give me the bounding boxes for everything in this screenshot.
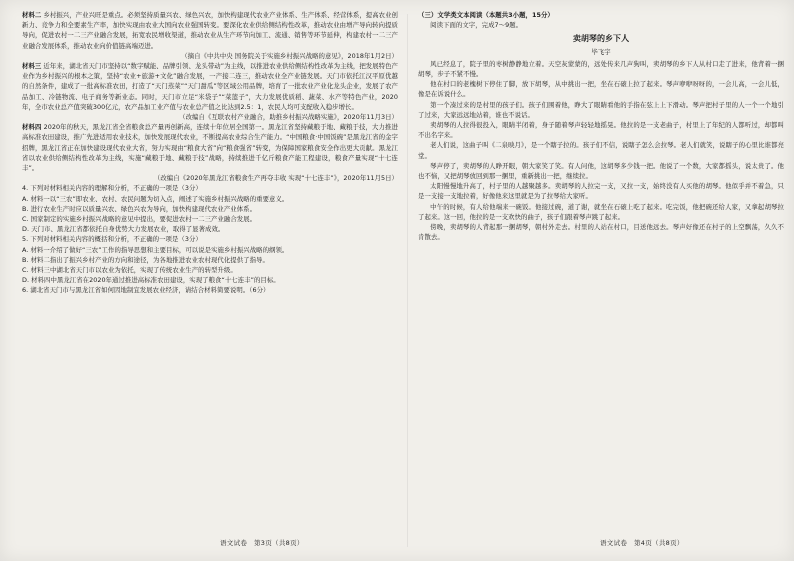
story-paragraph: 傍晚，卖胡琴的人背起那一捆胡琴，朝村外走去。村里的人站在村口，目送他远去。琴声好像还在村子的上空飘荡，久久不肯散去。 <box>418 223 784 242</box>
story-paragraph: 中午的时候，有人给他端来一碗饭。他接过碗，道了谢，就坐在石磙上吃了起来。吃完饭，他把碗还给人家，又拿起胡琴拉了起来。这一回，他拉的是一支欢快的曲子，孩子们跟着琴声跳了起来。 <box>418 202 784 221</box>
left-page <box>22 10 398 549</box>
question-4 <box>22 183 398 234</box>
material-2: 材料二 乡村振兴，产业兴旺是重点。必须坚持质量兴农、绿色兴农，加快构建现代农业产业体系、生产体系、经营体系，提高农业创新力、竞争力和全要素生产率，加快实现由农业大国向农业强国转变。要深化农业供给侧结构性改革，推动农业由增产导向转向提质导向，促进农村一二三产业融合发展，拓宽农民增收渠道，推动农业从生产环节向加工、流通、销售等环节延伸，构建农村一二三产业融合发展体系，推动农业向价值链高端迈进。 <box>22 11 398 50</box>
option-c: C. 国家制定的实施乡村振兴战略的意见中提出，要促进农村一二三产业融合发展。 <box>22 215 257 224</box>
right-page <box>418 10 784 549</box>
story-paragraph: 卖胡琴的人拉得很投入，眼睛半闭着，身子随着琴声轻轻地摇晃。他拉的是一支老曲子，村里上了年纪的人都听过，却都叫不出名字来。 <box>418 121 784 140</box>
page-footer-left: 语文试卷 第3页（共8页） <box>220 539 304 547</box>
option-b: B. 材料二指出了振兴乡村产业的方向和途径，为各地推进农业农村现代化提供了指导。 <box>22 255 269 264</box>
question-stem: 4. 下列对材料相关内容的理解和分析，不正确的一项是（3分） <box>22 184 202 193</box>
story-paragraph: 风已经息了，院子里的枣树静静地立着。天空灰蒙蒙的，远处传来几声狗叫，卖胡琴的乡下人从村口走了进来，他背着一捆胡琴，步子不紧不慢。 <box>418 59 784 79</box>
story-paragraph: 老人们说，这曲子叫《二泉映月》，是一个瞎子拉的。孩子们不信，说瞎子怎么会拉琴。老人们就笑，说瞎子的心里比谁都亮堂。 <box>418 141 784 160</box>
option-b: B. 进行农业生产时应以质量兴农、绿色兴农为导向，加快构建现代农业产业体系。 <box>22 204 257 213</box>
option-a: A. 材料一以“三农”即农业、农村、农民问题为切入点，阐述了实施乡村振兴战略的重要意义。 <box>22 194 289 203</box>
question-6 <box>22 285 398 295</box>
source-material-2: （摘自《中共中央 国务院关于实施乡村振兴战略的意见》，2018年1月2日） <box>181 51 398 60</box>
option-d: D. 天门市、黑龙江省都依托自身优势大力发展农业，取得了显著成效。 <box>22 225 225 234</box>
story-paragraph: 琴声停了，卖胡琴的人睁开眼，朝大家笑了笑。有人问他，这胡琴多少钱一把。他说了一个数，大家都摇头，说太贵了。他也不恼，又把胡琴放回到那一捆里，重新挑出一把，继续拉。 <box>418 161 784 181</box>
option-a: A. 材料一介绍了做好“三农”工作的指导思想和主要目标，可以说是实施乡村振兴战略的纲领。 <box>22 245 289 254</box>
story-paragraph: 他在村口的老槐树下停住了脚，放下胡琴，从中挑出一把，坐在石磙上拉了起来。琴声咿咿呀呀的，一会儿高，一会儿低，像是在诉说什么。 <box>418 80 784 99</box>
question-stem: 5. 下列对材料相关内容的概括和分析，不正确的一项是（3分） <box>22 235 202 244</box>
story-paragraph: 第一个凑过来的是村里的孩子们。孩子们围着他，睁大了眼睛看他的手指在弦上上下滑动。琴声把村子里的人一个一个地引了过来，大家远远地站着，谁也不说话。 <box>418 100 784 119</box>
question-5 <box>22 234 398 285</box>
question-stem: 6. 湖北省天门市与黑龙江省如何因地制宜发展农业经济，请结合材料简要说明。（6分） <box>22 286 270 295</box>
material-4: 材料四 2020年的秋天，黑龙江省全省粮食总产量再创新高，连续十年位居全国第一。黑龙江省坚持藏粮于地、藏粮于技，大力推进高标准农田建设，推广先进适用农业技术，加快发展现代农业，不断提高农业综合生产能力。“中国粮食·中国饭碗”是黑龙江省的金字招牌，黑龙江省正在加快建设现代农业大省，努力实现由“粮食大省”向“粮食强省”转变，为保障国家粮食安全作出更大贡献。黑龙江省以农业供给侧结构性改革为主线，实施“藏粮于地、藏粮于技”战略，持续推进千亿斤粮食产能工程建设，粮食产量实现“十七连丰”。 <box>22 123 398 173</box>
option-c: C. 材料三中湖北省天门市以农业为依托，实现了传统农业生产的转型升级。 <box>22 266 237 275</box>
option-d: D. 材料四中黑龙江省在2020年通过推进高标准农田建设，实现了粮食“十七连丰”的目标。 <box>22 276 280 285</box>
instruction: 阅读下面的文字，完成7～9题。 <box>430 21 523 30</box>
author: 毕飞宇 <box>591 47 611 56</box>
page-footer-right: 语文试卷 第4页（共8页） <box>600 539 684 547</box>
source-material-3: （改编自《互联农村产业融合，助推乡村振兴战略实施》，2020年11月3日） <box>179 113 398 122</box>
story-title: 卖胡琴的乡下人 <box>572 34 630 44</box>
source-material-4: （改编自《2020年黑龙江省粮食生产再夺丰收 实现“十七连丰”》，2020年11月5日） <box>153 174 398 183</box>
section-title: （三）文学类文本阅读（本题共3小题，15分） <box>418 11 554 19</box>
story-paragraph: 太阳慢慢地升高了，村子里的人越聚越多。卖胡琴的人拉完一支，又拉一支，始终没有人买他的胡琴。他似乎并不着急，只是一支接一支地拉着，好像他来这里就是为了拉琴给大家听。 <box>418 182 784 201</box>
material-3: 材料三 近年来，湖北省天门市坚持以“数字赋能、品牌引领、龙头带动”为主线，以推进农业供给侧结构性改革为主线，把发展特色产业作为乡村振兴的根本之策，坚持“农业+旅游+文化”融合发展，一产接二连三，推动农业全产业链发展。天门市依托江汉平原优越的自然条件，建成了一批高标准农田，打造了“天门蒸菜”“天门甜瓜”等区域公用品牌，培育了一批农业产业化龙头企业，发展了农产品加工、冷链物流、电子商务等新业态。同时，天门市立足“米袋子”“菜篮子”，大力发展优质稻、蔬菜、水产等特色产业，2020年，全市农业总产值突破300亿元，农产品加工业产值与农业总产值之比达到2.5：1，农民人均可支配收入稳步增长。 <box>22 62 398 111</box>
page-divider <box>407 14 408 547</box>
